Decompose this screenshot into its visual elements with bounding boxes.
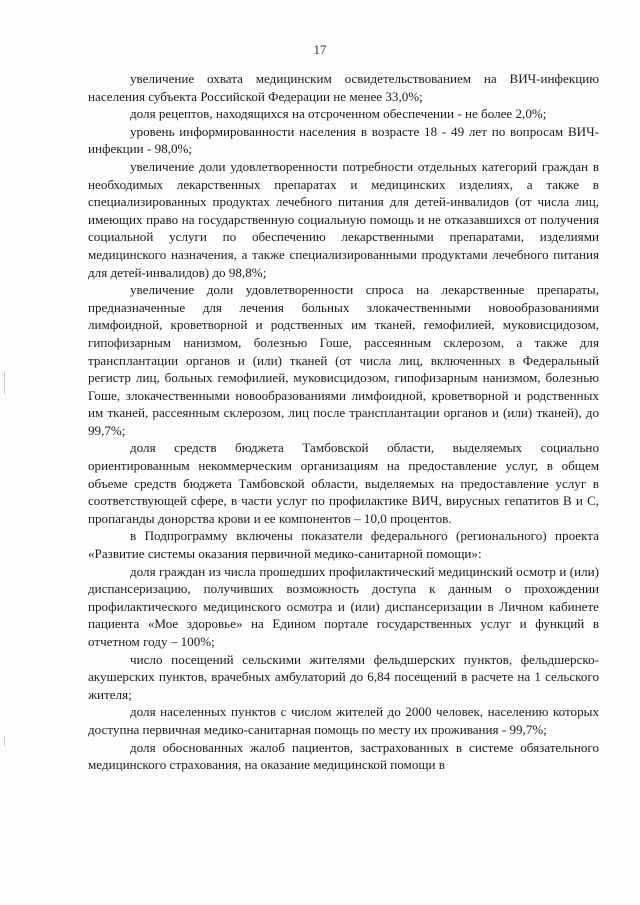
paragraph: увеличение доли удовлетворенности спроса на лекарственные препараты, предназначенные для лечения больных злокачественными новообразованиями лимфоидной, кроветворной и родственных им тканей, гемофилией, муковисцидозом, гипофизарным нанизмом, болезнью Гоше, рассеянным склерозом, а также для трансплантации органов и (или) тканей (от числа лиц, включенных в Федеральный регистр лиц, больных гемофилией, муковисцидозом, гипофизарным нанизмом, болезнью Гоше, злокачественными новообразованиями лимфоидной, кроветворной и родственных им тканей, рассеянным склерозом, лиц после трансплантации органов и (или) тканей), до 99,7%; <box>88 282 599 438</box>
paragraph: доля граждан из числа прошедших профилактический медицинский осмотр и (или) диспансеризацию, получивших возможность доступа к данным о прохождении профилактического медицинского осмотра и (или) диспансеризации в Личном кабинете пациента «Мое здоровье» на Едином портале государственных услуг и функций в отчетном году – 100%; <box>88 563 599 649</box>
paragraph: число посещений сельскими жителями фельдшерских пунктов, фельдшерско-акушерских пунктов, врачебных амбулаторий до 6,84 посещений в расчете на 1 сельского жителя; <box>88 651 599 702</box>
paragraph: доля населенных пунктов с числом жителей до 2000 человек, населению которых доступна первичная медико-санитарная помощь по месту их проживания - 99,7%; <box>88 704 599 737</box>
paragraph: увеличение охвата медицинским освидетельствованием на ВИЧ-инфекцию населения субъекта Российской Федерации не менее 33,0%; <box>88 71 599 104</box>
paragraph: доля средств бюджета Тамбовской области, выделяемых социально ориентированным некоммерческим организациям на предоставление услуг, в общем объеме средств бюджета Тамбовской области, выделяемых на предоставление услуг в соответствующей сфере, в части услуг по профилактике ВИЧ, вирусных гепатитов В и С, пропаганды донорства крови и ее компонентов – 10,0 процентов. <box>88 440 599 526</box>
paragraph: увеличение доли удовлетворенности потребности отдельных категорий граждан в необходимых лекарственных препаратах и медицинских изделиях, а также в специализированных продуктах лечебного питания для детей-инвалидов (от числа лиц, имеющих право на государственную социальную помощь и не отказавшихся от получения социальной услуги по обеспечению лекарственными препаратами, изделиями медицинского назначения, а также специализированными продуктами лечебного питания для детей-инвалидов) до 98,8%; <box>88 158 599 280</box>
margin-scan-mark <box>4 372 5 394</box>
paragraph: в Подпрограмму включены показатели федерального (регионального) проекта «Развитие системы оказания первичной медико-санитарной помощи»: <box>88 528 599 562</box>
document-body <box>88 70 599 774</box>
paragraph: доля рецептов, находящихся на отсроченном обеспечении - не более 2,0%; <box>130 106 547 122</box>
paragraph: уровень информированности населения в возрасте 18 - 49 лет по вопросам ВИЧ-инфекции - 98,0%; <box>88 123 599 157</box>
page-number: 17 <box>313 42 327 57</box>
margin-scan-mark <box>4 736 5 746</box>
paragraph: доля обоснованных жалоб пациентов, застрахованных в системе обязательного медицинского страхования, на оказание медицинской помощи в <box>88 739 599 773</box>
